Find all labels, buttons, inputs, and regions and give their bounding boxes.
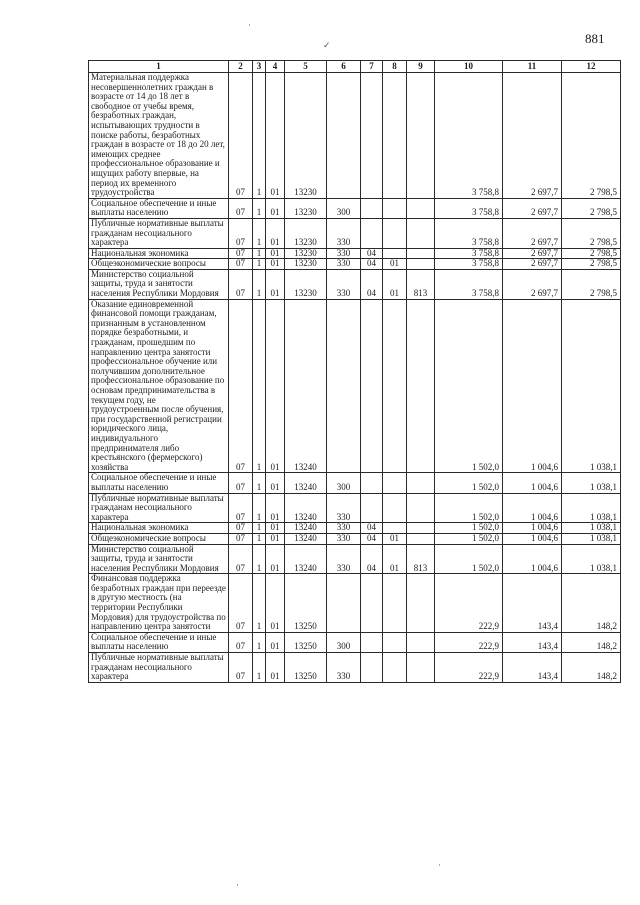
header-cell: 4 [266, 61, 285, 73]
code-col-9 [407, 574, 435, 633]
header-cell: 3 [253, 61, 266, 73]
code-col-6: 300 [327, 473, 361, 493]
code-col-9: 813 [407, 269, 435, 299]
code-col-6: 330 [327, 544, 361, 574]
code-col-7 [361, 218, 383, 248]
code-col-2: 07 [229, 632, 253, 652]
code-col-9 [407, 523, 435, 534]
code-col-4: 01 [266, 523, 285, 534]
code-col-9 [407, 248, 435, 259]
amount-col-11: 2 697,7 [503, 218, 562, 248]
amount-col-12: 148,2 [562, 653, 621, 683]
code-col-8 [383, 299, 407, 473]
table-row [89, 493, 621, 523]
code-col-5: 13240 [285, 544, 327, 574]
code-col-2: 07 [229, 198, 253, 218]
code-col-3: 1 [253, 523, 266, 534]
code-col-8: 01 [383, 533, 407, 544]
table-row [89, 248, 621, 259]
table-row [89, 218, 621, 248]
amount-col-10: 1 502,0 [435, 299, 503, 473]
code-col-5: 13240 [285, 299, 327, 473]
code-col-9 [407, 493, 435, 523]
code-col-9 [407, 73, 435, 199]
item-name: Публичные нормативные выплаты гражданам несоциального характера [89, 493, 229, 523]
scan-mark: · [248, 20, 251, 30]
code-col-5: 13250 [285, 632, 327, 652]
header-cell: 5 [285, 61, 327, 73]
code-col-7: 04 [361, 269, 383, 299]
amount-col-10: 3 758,8 [435, 218, 503, 248]
code-col-8: 01 [383, 259, 407, 270]
code-col-4: 01 [266, 493, 285, 523]
code-col-6: 330 [327, 653, 361, 683]
code-col-7 [361, 493, 383, 523]
table-row [89, 198, 621, 218]
code-col-2: 07 [229, 73, 253, 199]
amount-col-10: 3 758,8 [435, 269, 503, 299]
item-name: Министерство социальной защиты, труда и занятости населения Республики Мордовия [89, 269, 229, 299]
item-name: Социальное обеспечение и иные выплаты населению [89, 632, 229, 652]
code-col-7: 04 [361, 523, 383, 534]
item-name: Общеэкономические вопросы [89, 533, 229, 544]
code-col-3: 1 [253, 632, 266, 652]
amount-col-11: 2 697,7 [503, 259, 562, 270]
code-col-2: 07 [229, 259, 253, 270]
code-col-8 [383, 632, 407, 652]
code-col-3: 1 [253, 473, 266, 493]
amount-col-12: 2 798,5 [562, 248, 621, 259]
code-col-8 [383, 73, 407, 199]
table-row [89, 269, 621, 299]
header-cell: 10 [435, 61, 503, 73]
code-col-5: 13240 [285, 523, 327, 534]
code-col-5: 13240 [285, 473, 327, 493]
code-col-5: 13230 [285, 248, 327, 259]
header-cell: 7 [361, 61, 383, 73]
table-row [89, 574, 621, 633]
amount-col-12: 2 798,5 [562, 259, 621, 270]
code-col-6: 330 [327, 218, 361, 248]
amount-col-10: 1 502,0 [435, 544, 503, 574]
code-col-3: 1 [253, 218, 266, 248]
code-col-9 [407, 632, 435, 652]
code-col-6: 300 [327, 198, 361, 218]
code-col-8 [383, 248, 407, 259]
header-cell: 8 [383, 61, 407, 73]
amount-col-11: 1 004,6 [503, 473, 562, 493]
code-col-4: 01 [266, 73, 285, 199]
amount-col-10: 1 502,0 [435, 493, 503, 523]
code-col-9: 813 [407, 544, 435, 574]
code-col-7 [361, 473, 383, 493]
header-cell: 12 [562, 61, 621, 73]
code-col-2: 07 [229, 533, 253, 544]
table-header-row [89, 61, 621, 73]
table-row [89, 653, 621, 683]
amount-col-11: 1 004,6 [503, 544, 562, 574]
code-col-7 [361, 73, 383, 199]
code-col-7: 04 [361, 533, 383, 544]
amount-col-12: 1 038,1 [562, 299, 621, 473]
table-row [89, 73, 621, 199]
table-row [89, 632, 621, 652]
code-col-7: 04 [361, 544, 383, 574]
code-col-9 [407, 473, 435, 493]
code-col-6: 330 [327, 533, 361, 544]
code-col-6 [327, 73, 361, 199]
code-col-2: 07 [229, 523, 253, 534]
code-col-3: 1 [253, 544, 266, 574]
item-name: Материальная поддержка несовершеннолетних граждан в возрасте от 14 до 18 лет в свободное от учебы время, безработных граждан, испытывающих трудности в поиске работы, безработных граждан в возрасте от 18 до 20 лет, имеющих среднее профессиональное образование и ищущих работу впервые, на период их временного трудоустройства [89, 73, 229, 199]
code-col-4: 01 [266, 299, 285, 473]
code-col-7: 04 [361, 259, 383, 270]
table-row [89, 259, 621, 270]
code-col-3: 1 [253, 533, 266, 544]
amount-col-11: 143,4 [503, 574, 562, 633]
code-col-2: 07 [229, 299, 253, 473]
amount-col-12: 1 038,1 [562, 493, 621, 523]
code-col-6: 300 [327, 632, 361, 652]
amount-col-10: 3 758,8 [435, 73, 503, 199]
header-cell: 2 [229, 61, 253, 73]
amount-col-11: 1 004,6 [503, 523, 562, 534]
amount-col-10: 1 502,0 [435, 473, 503, 493]
page-number: 881 [585, 31, 605, 46]
code-col-3: 1 [253, 653, 266, 683]
code-col-8 [383, 473, 407, 493]
code-col-3: 1 [253, 248, 266, 259]
code-col-6: 330 [327, 248, 361, 259]
code-col-5: 13240 [285, 533, 327, 544]
amount-col-11: 1 004,6 [503, 533, 562, 544]
code-col-2: 07 [229, 493, 253, 523]
code-col-5: 13240 [285, 493, 327, 523]
item-name: Общеэкономические вопросы [89, 259, 229, 270]
code-col-4: 01 [266, 533, 285, 544]
code-col-4: 01 [266, 632, 285, 652]
code-col-4: 01 [266, 259, 285, 270]
amount-col-10: 3 758,8 [435, 248, 503, 259]
amount-col-10: 3 758,8 [435, 259, 503, 270]
item-name: Публичные нормативные выплаты гражданам несоциального характера [89, 653, 229, 683]
code-col-5: 13230 [285, 218, 327, 248]
code-col-8 [383, 493, 407, 523]
header-cell: 1 [89, 61, 229, 73]
code-col-8: 01 [383, 269, 407, 299]
code-col-2: 07 [229, 473, 253, 493]
amount-col-11: 1 004,6 [503, 493, 562, 523]
amount-col-12: 2 798,5 [562, 198, 621, 218]
scan-mark: · [236, 880, 239, 890]
amount-col-10: 1 502,0 [435, 533, 503, 544]
code-col-7 [361, 299, 383, 473]
amount-col-11: 2 697,7 [503, 73, 562, 199]
code-col-4: 01 [266, 269, 285, 299]
code-col-7 [361, 653, 383, 683]
amount-col-11: 143,4 [503, 653, 562, 683]
amount-col-10: 222,9 [435, 653, 503, 683]
code-col-6: 330 [327, 493, 361, 523]
code-col-7: 04 [361, 248, 383, 259]
code-col-8: 01 [383, 544, 407, 574]
code-col-5: 13230 [285, 198, 327, 218]
scan-mark: · [438, 860, 441, 870]
table-row [89, 544, 621, 574]
amount-col-10: 1 502,0 [435, 523, 503, 534]
code-col-4: 01 [266, 218, 285, 248]
amount-col-11: 2 697,7 [503, 248, 562, 259]
amount-col-10: 222,9 [435, 632, 503, 652]
amount-col-10: 3 758,8 [435, 198, 503, 218]
code-col-3: 1 [253, 574, 266, 633]
code-col-2: 07 [229, 218, 253, 248]
amount-col-12: 2 798,5 [562, 269, 621, 299]
code-col-7 [361, 198, 383, 218]
amount-col-12: 148,2 [562, 632, 621, 652]
amount-col-10: 222,9 [435, 574, 503, 633]
code-col-2: 07 [229, 574, 253, 633]
code-col-6: 330 [327, 269, 361, 299]
amount-col-12: 2 798,5 [562, 73, 621, 199]
code-col-4: 01 [266, 544, 285, 574]
budget-table [88, 60, 621, 683]
code-col-7 [361, 574, 383, 633]
code-col-8 [383, 523, 407, 534]
code-col-6 [327, 299, 361, 473]
scan-mark: ✓ [323, 40, 331, 50]
item-name: Министерство социальной защиты, труда и занятости населения Республики Мордовия [89, 544, 229, 574]
amount-col-11: 143,4 [503, 632, 562, 652]
item-name: Публичные нормативные выплаты гражданам несоциального характера [89, 218, 229, 248]
item-name: Оказание единовременной финансовой помощи гражданам, признанным в установленном порядке безработными, и гражданам, прошедшим по направлению центра занятости профессиональное обучение или получившим дополнительное профессиональное образование по основам предпринимательства в текущем году, не трудоустроенным после обучения, при государственной регистрации юридического лица, индивидуального предпринимателя либо крестьянского (фермерского) хозяйства [89, 299, 229, 473]
table-row [89, 533, 621, 544]
item-name: Финансовая поддержка безработных граждан при переезде в другую местность (на территории Республики Мордовия) для трудоустройства по направлению центра занятости [89, 574, 229, 633]
code-col-6: 330 [327, 259, 361, 270]
table-row [89, 299, 621, 473]
code-col-4: 01 [266, 198, 285, 218]
code-col-3: 1 [253, 493, 266, 523]
code-col-3: 1 [253, 198, 266, 218]
code-col-6 [327, 574, 361, 633]
code-col-9 [407, 218, 435, 248]
code-col-3: 1 [253, 269, 266, 299]
code-col-5: 13230 [285, 269, 327, 299]
header-cell: 11 [503, 61, 562, 73]
header-cell: 6 [327, 61, 361, 73]
amount-col-12: 1 038,1 [562, 523, 621, 534]
code-col-9 [407, 533, 435, 544]
amount-col-12: 1 038,1 [562, 544, 621, 574]
item-name: Национальная экономика [89, 248, 229, 259]
code-col-2: 07 [229, 248, 253, 259]
code-col-5: 13230 [285, 259, 327, 270]
code-col-2: 07 [229, 653, 253, 683]
code-col-8 [383, 218, 407, 248]
code-col-3: 1 [253, 299, 266, 473]
code-col-3: 1 [253, 73, 266, 199]
code-col-4: 01 [266, 653, 285, 683]
item-name: Национальная экономика [89, 523, 229, 534]
amount-col-11: 2 697,7 [503, 198, 562, 218]
code-col-8 [383, 198, 407, 218]
code-col-5: 13250 [285, 574, 327, 633]
code-col-6: 330 [327, 523, 361, 534]
code-col-5: 13250 [285, 653, 327, 683]
code-col-8 [383, 574, 407, 633]
table-row [89, 523, 621, 534]
code-col-2: 07 [229, 544, 253, 574]
code-col-2: 07 [229, 269, 253, 299]
amount-col-12: 1 038,1 [562, 533, 621, 544]
code-col-5: 13230 [285, 73, 327, 199]
amount-col-12: 1 038,1 [562, 473, 621, 493]
code-col-9 [407, 653, 435, 683]
item-name: Социальное обеспечение и иные выплаты населению [89, 198, 229, 218]
amount-col-12: 2 798,5 [562, 218, 621, 248]
code-col-9 [407, 198, 435, 218]
code-col-4: 01 [266, 574, 285, 633]
code-col-7 [361, 632, 383, 652]
code-col-3: 1 [253, 259, 266, 270]
code-col-4: 01 [266, 248, 285, 259]
amount-col-12: 148,2 [562, 574, 621, 633]
item-name: Социальное обеспечение и иные выплаты населению [89, 473, 229, 493]
header-cell: 9 [407, 61, 435, 73]
amount-col-11: 2 697,7 [503, 269, 562, 299]
amount-col-11: 1 004,6 [503, 299, 562, 473]
table-row [89, 473, 621, 493]
code-col-9 [407, 259, 435, 270]
code-col-8 [383, 653, 407, 683]
code-col-4: 01 [266, 473, 285, 493]
code-col-9 [407, 299, 435, 473]
